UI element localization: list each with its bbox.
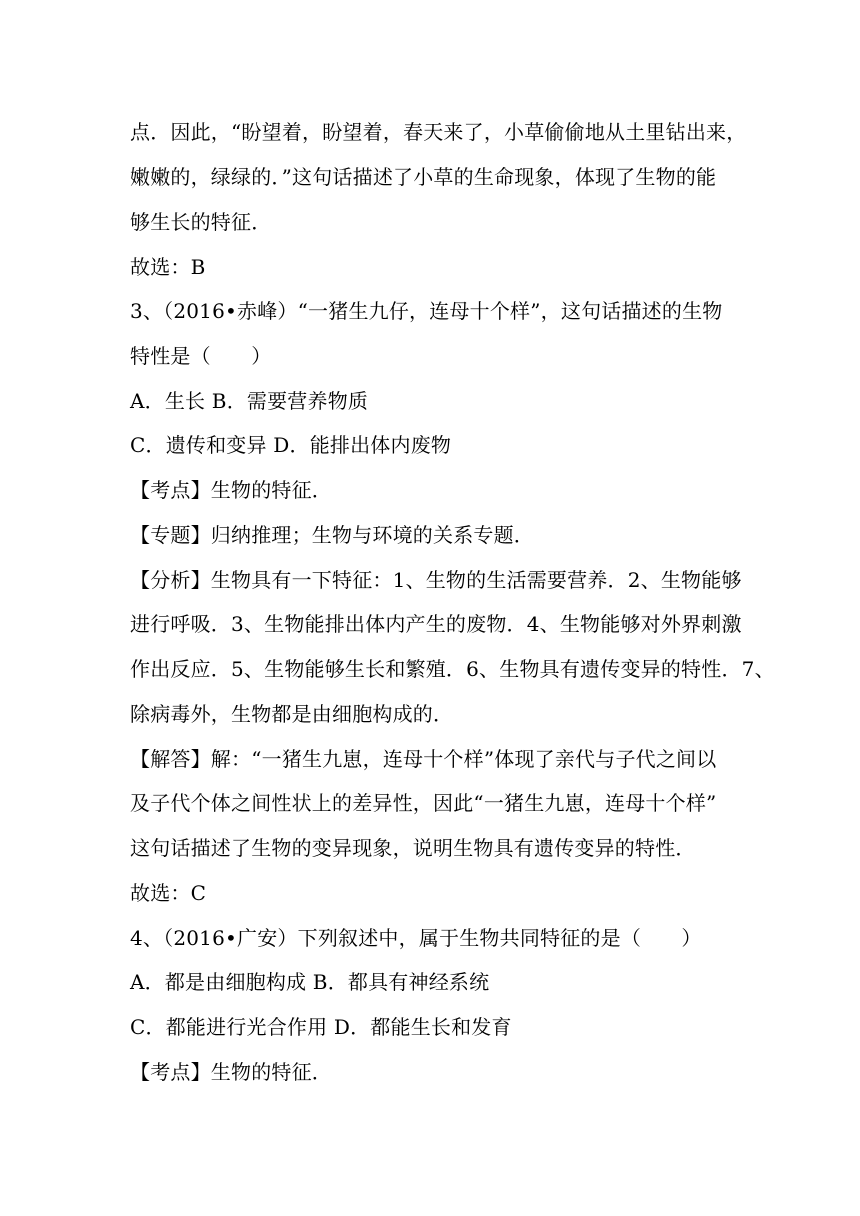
text-line: 除病毒外，生物都是由细胞构成的． — [130, 702, 454, 726]
text-line: 这句话描述了生物的变异现象，说明生物具有遗传变异的特性． — [130, 836, 696, 860]
answer-line: 故选：C — [130, 881, 207, 905]
question-3-stem-cont: 特性是（ ） — [130, 344, 272, 368]
jieda-label: 【解答】解：“一猪生九崽，连母十个样”体现了亲代与子代之间以 — [130, 747, 717, 771]
question-4-stem: 4、（2016•广安）下列叙述中，属于生物共同特征的是（ ） — [130, 926, 702, 950]
text-line: 点．因此，“盼望着，盼望着，春天来了，小草偷偷地从土里钻出来， — [130, 120, 747, 144]
answer-line: 故选：B — [130, 255, 206, 279]
question-4-options-ab: A．都是由细胞构成 B．都具有神经系统 — [130, 970, 490, 994]
question-3-stem: 3、（2016•赤峰）“一猪生九仔，连母十个样”，这句话描述的生物 — [130, 299, 723, 323]
zhuanti-label: 【专题】归纳推理；生物与环境的关系专题． — [130, 523, 534, 547]
text-line: 及子代个体之间性状上的差异性，因此“一猪生九崽，连母十个样” — [130, 791, 717, 815]
text-line: 作出反应．5、生物能够生长和繁殖．6、生物具有遗传变异的特性．7、 — [130, 657, 775, 681]
question-3-options-cd: C．遗传和变异 D．能排出体内废物 — [130, 433, 452, 457]
text-line: 够生长的特征． — [130, 210, 272, 234]
text-line: 进行呼吸．3、生物能排出体内产生的废物．4、生物能够对外界刺激 — [130, 612, 742, 636]
question-4-options-cd: C．都能进行光合作用 D．都能生长和发育 — [130, 1015, 512, 1039]
kaodian-label: 【考点】生物的特征． — [130, 1060, 332, 1084]
question-3-options-ab: A．生长 B．需要营养物质 — [130, 389, 369, 413]
kaodian-label: 【考点】生物的特征． — [130, 478, 332, 502]
text-line: 嫩嫩的，绿绿的．”这句话描述了小草的生命现象，体现了生物的能 — [130, 165, 717, 189]
fenxi-label: 【分析】生物具有一下特征：1、生物的生活需要营养．2、生物能够 — [130, 568, 742, 592]
